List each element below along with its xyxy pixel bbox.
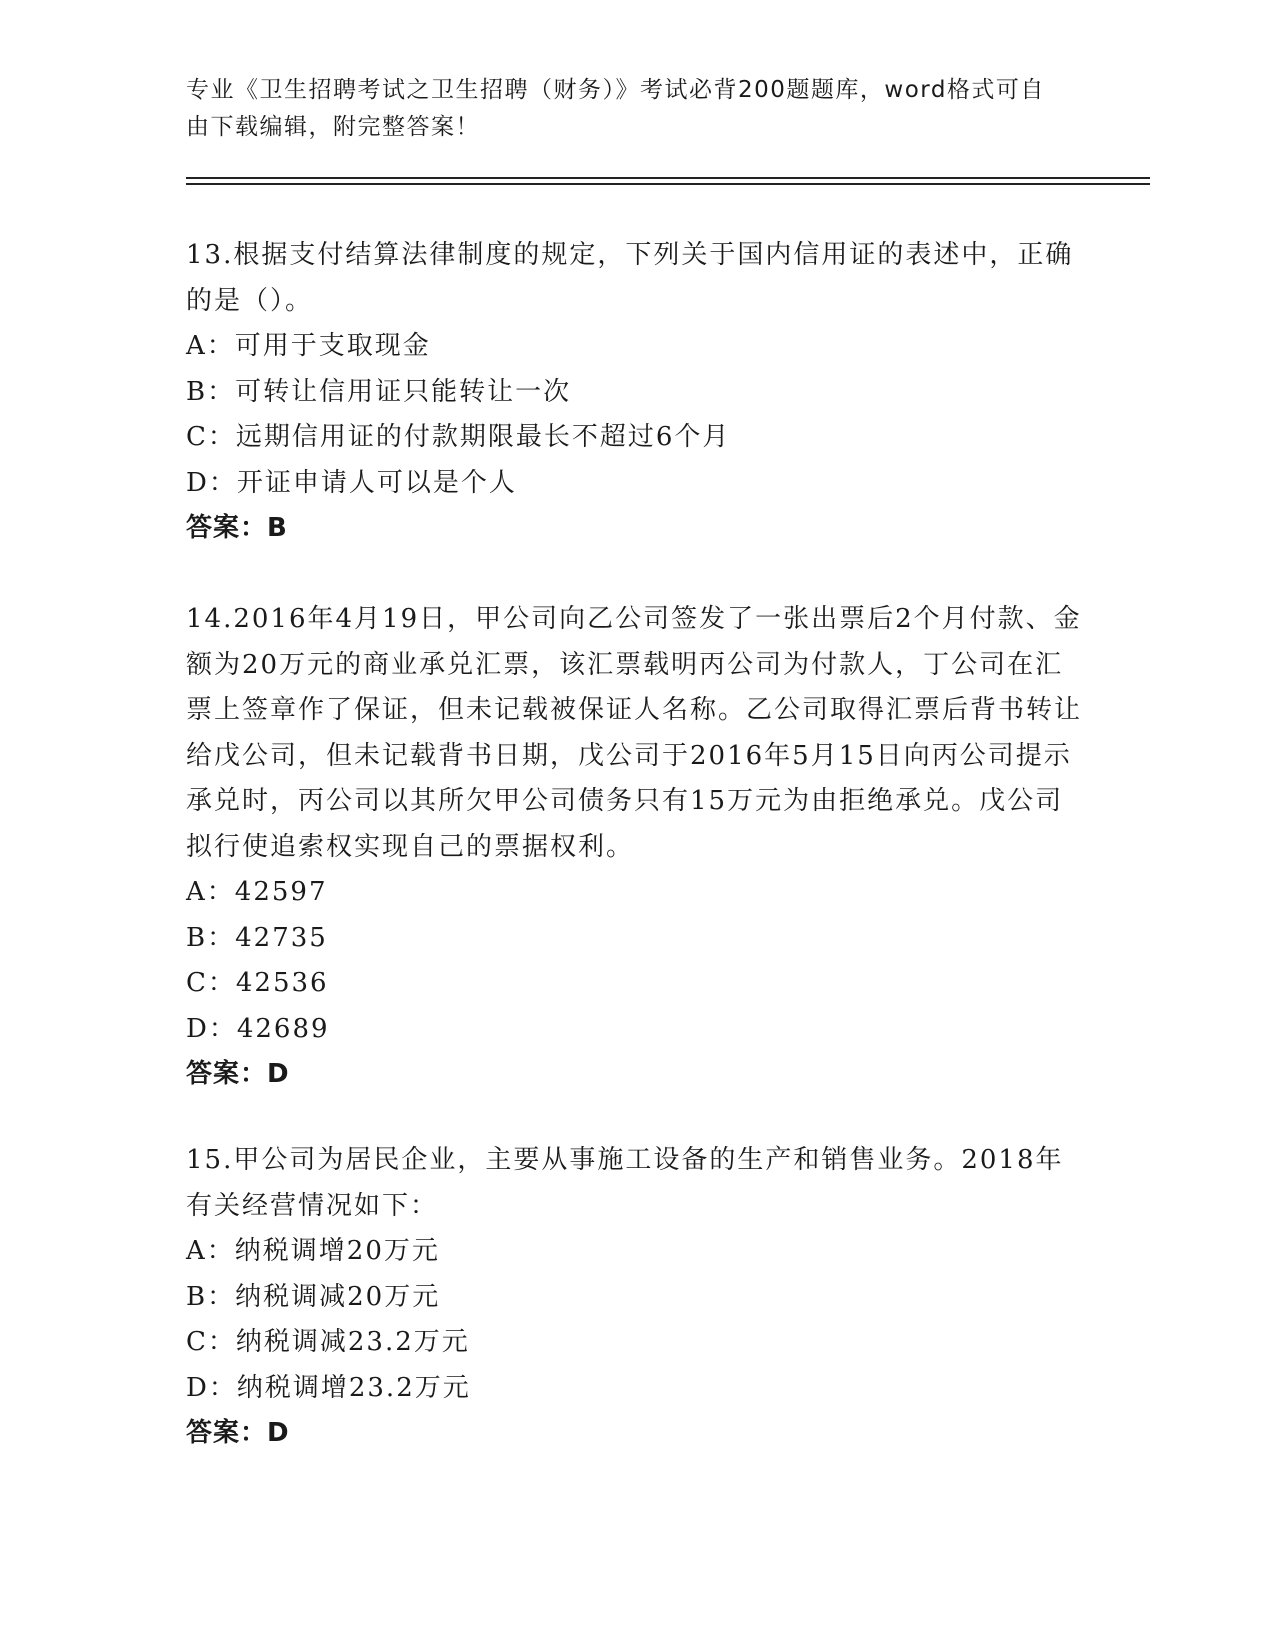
option-a: A：可用于支取现金 [186, 331, 431, 361]
answer-line: 答案：D [186, 1059, 290, 1089]
option-b: B：纳税调减20万元 [186, 1281, 441, 1312]
option-d: D：纳税调增23.2万元 [186, 1372, 471, 1403]
answer-line: 答案：D [186, 1418, 290, 1448]
option-c: C：纳税调减23.2万元 [186, 1327, 470, 1357]
option-a: A：纳税调增20万元 [186, 1236, 440, 1266]
question-stem: 15.甲公司为居民企业，主要从事施工设备的生产和销售业务。2018年有关经营情况如下： [186, 1145, 1064, 1221]
question-stem: 14.2016年4月19日，甲公司向乙公司签发了一张出票后2个月付款、金额为20万元的商业承兑汇票，该汇票载明丙公司为付款人，丁公司在汇票上签章作了保证，但未记载被保证人名称。乙公司取得汇票后背书转让给戊公司，但未记载背书日期，戊公司于2016年5月15日向丙公司提示承兑时，丙公司以其所欠甲公司债务只有15万元为由拒绝承兑。戊公司拟行使追索权实现自己的票据权利。 [186, 604, 1083, 862]
document-header-note: 专业《卫生招聘考试之卫生招聘（财务）》考试必背200题题库，word格式可自由下载编辑，附完整答案！ [186, 77, 1045, 140]
header-divider-bottom [186, 183, 1150, 185]
header-divider-top [186, 177, 1150, 179]
option-b: B：可转让信用证只能转让一次 [186, 376, 572, 407]
question-13 [186, 233, 1086, 552]
question-14 [186, 597, 1086, 1098]
option-c: C：42536 [186, 968, 329, 998]
option-a: A：42597 [186, 877, 328, 907]
option-c: C：远期信用证的付款期限最长不超过6个月 [186, 422, 731, 452]
option-d: D：42689 [186, 1013, 330, 1044]
answer-line: 答案：B [186, 513, 288, 543]
question-stem: 13.根据支付结算法律制度的规定，下列关于国内信用证的表述中，正确的是（）。 [186, 240, 1074, 316]
question-15 [186, 1138, 1086, 1457]
option-d: D：开证申请人可以是个人 [186, 467, 517, 498]
option-b: B：42735 [186, 922, 328, 953]
